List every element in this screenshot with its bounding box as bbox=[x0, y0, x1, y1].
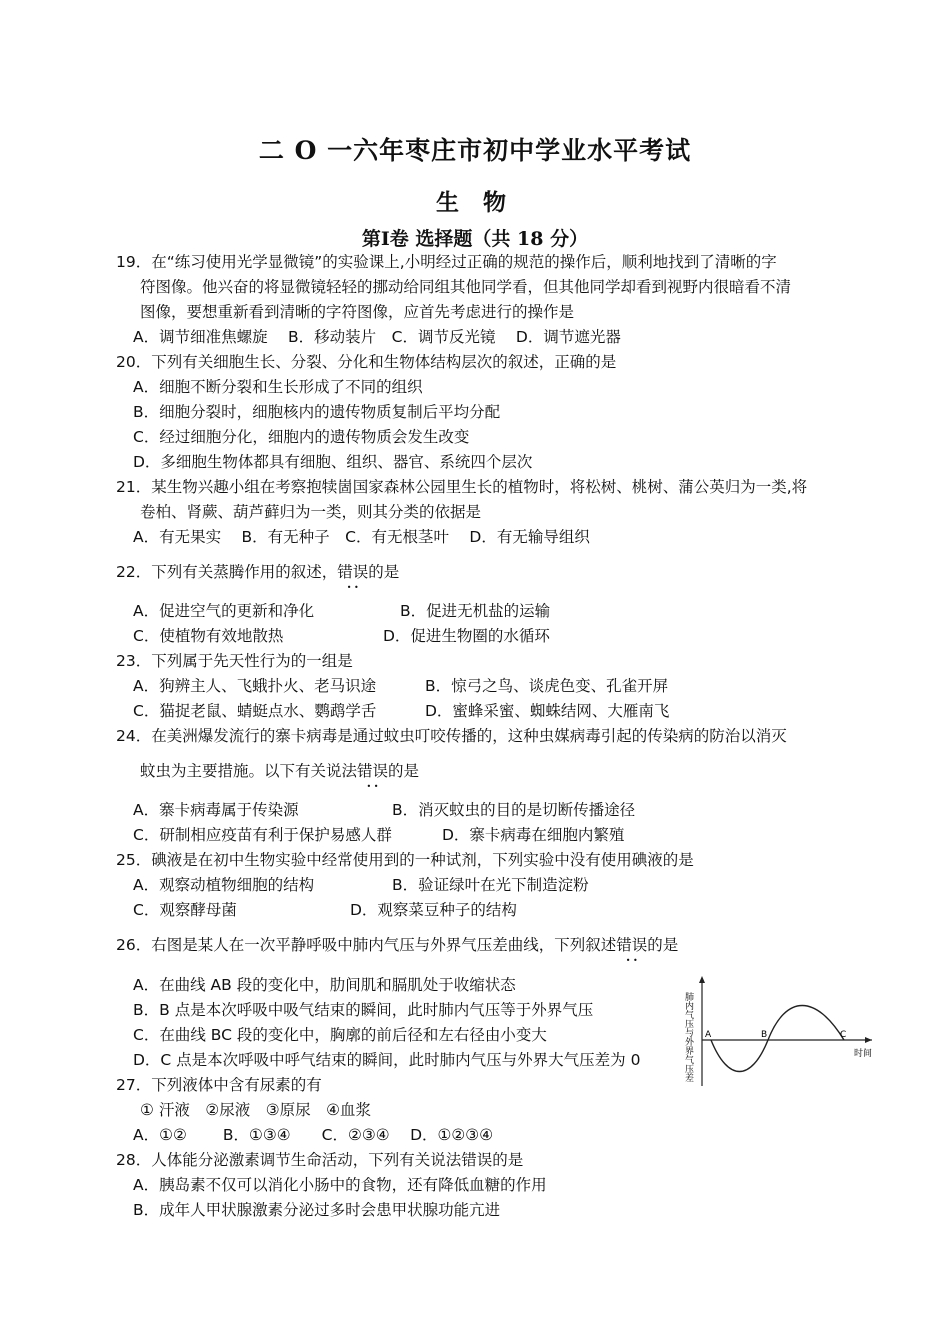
exam-title: 二 O 一六年枣庄市初中学业水平考试 bbox=[258, 136, 692, 165]
q22-option-b: B．促进无机盐的运输 bbox=[400, 602, 551, 620]
q27-options: A．①② B．①③④ C．②③④ D．①②③④ bbox=[133, 1126, 494, 1144]
y-axis-label: 肺内气压与外界气压差 bbox=[683, 992, 693, 1082]
q25-option-d: D．观察菜豆种子的结构 bbox=[350, 901, 517, 919]
q22-option-a: A．促进空气的更新和净化 bbox=[133, 602, 315, 620]
q22-emphasis: 错误 • • bbox=[337, 562, 368, 582]
q25-stem: 25．碘液是在初中生物实验中经常使用到的一种试剂，下列实验中没有使用碘液的是 bbox=[116, 851, 694, 869]
q25-option-a: A．观察动植物细胞的结构 bbox=[133, 876, 315, 894]
q27-stem: 27．下列液体中含有尿素的有 bbox=[116, 1076, 322, 1094]
q27-items: ① 汗液 ②尿液 ③原尿 ④血浆 bbox=[140, 1101, 372, 1119]
q21-line-2: 卷柏、肾蕨、葫芦藓归为一类，则其分类的依据是 bbox=[140, 503, 482, 521]
q22-stem bbox=[116, 562, 399, 582]
q20-option-b: B．细胞分裂时，细胞核内的遗传物质复制后平均分配 bbox=[133, 403, 501, 421]
q22-option-c: C．使植物有效地散热 bbox=[133, 627, 284, 645]
y-axis-arrow bbox=[699, 976, 705, 983]
q24-line-2-pre: 蚊虫为主要措施。以下有关说法 bbox=[140, 762, 358, 780]
q26-stem-pre: 26．右图是某人在一次平静呼吸中肺内气压与外界气压差曲线，下列叙述 bbox=[116, 936, 617, 954]
x-axis-label: 时间 bbox=[854, 1049, 873, 1059]
q28-option-a: A．胰岛素不仅可以消化小肠中的食物，还有降低血糖的作用 bbox=[133, 1176, 547, 1194]
q23-option-b: B．惊弓之鸟、谈虎色变、孔雀开屏 bbox=[425, 677, 669, 695]
q22-option-d: D．促进生物圈的水循环 bbox=[383, 627, 550, 645]
q24-option-b: B．消灭蚊虫的目的是切断传播途径 bbox=[392, 801, 636, 819]
q26-option-a: A．在曲线 AB 段的变化中，肋间肌和膈肌处于收缩状态 bbox=[133, 976, 516, 994]
point-b-label: B bbox=[761, 1030, 768, 1040]
q28-stem: 28．人体能分泌激素调节生命活动，下列有关说法错误的是 bbox=[116, 1151, 524, 1169]
q24-emphasis: 错误 • • bbox=[357, 761, 388, 781]
q21-options: A．有无果实 B．有无种子 C．有无根茎叶 D．有无输导组织 bbox=[133, 528, 590, 546]
q24-option-c: C．研制相应疫苗有利于保护易感人群 bbox=[133, 826, 392, 844]
q22-stem-post: 的是 bbox=[368, 563, 400, 581]
point-c-label: C bbox=[840, 1030, 847, 1040]
x-axis-arrow bbox=[865, 1037, 872, 1043]
q23-option-d: D．蜜蜂采蜜、蜘蛛结网、大雁南飞 bbox=[425, 702, 670, 720]
q24-line-1: 24．在美洲爆发流行的寨卡病毒是通过蚊虫叮咬传播的，这种虫媒病毒引起的传染病的防治以消灭 bbox=[116, 727, 787, 745]
q20-option-c: C．经过细胞分化，细胞内的遗传物质会发生改变 bbox=[133, 428, 470, 446]
q19-line-3: 图像，要想重新看到清晰的字符图像，应首先考虑进行的操作是 bbox=[140, 303, 575, 321]
q24-line-2-post: 的是 bbox=[388, 762, 420, 780]
section-title: 第Ⅰ卷 选择题（共 18 分） bbox=[361, 228, 589, 250]
q19-line-2: 符图像。他兴奋的将显微镜轻轻的挪动给同组其他同学看，但其他同学却看到视野内很暗看不清 bbox=[140, 278, 792, 296]
q20-stem: 20．下列有关细胞生长、分裂、分化和生物体结构层次的叙述，正确的是 bbox=[116, 353, 617, 371]
q24-option-a: A．寨卡病毒属于传染源 bbox=[133, 801, 299, 819]
q26-option-b: B．B 点是本次呼吸中吸气结束的瞬间，此时肺内气压等于外界气压 bbox=[133, 1001, 594, 1019]
q20-option-a: A．细胞不断分裂和生长形成了不同的组织 bbox=[133, 378, 423, 396]
q24-line-2 bbox=[140, 761, 419, 781]
q21-line-1: 21．某生物兴趣小组在考察抱犊崮国家森林公园里生长的植物时，将松树、桃树、蒲公英归为一类,将 bbox=[116, 478, 808, 496]
q26-option-d: D．C 点是本次呼吸中呼气结束的瞬间，此时肺内气压与外界大气压差为 0 bbox=[133, 1051, 641, 1069]
q19-line-1: 19．在“练习使用光学显微镜”的实验课上,小明经过正确的规范的操作后，顺利地找到了清晰的字 bbox=[116, 253, 777, 271]
pressure-curve-figure bbox=[676, 972, 876, 1092]
q25-option-c: C．观察酵母菌 bbox=[133, 901, 237, 919]
subject-title: 生 物 bbox=[435, 189, 514, 216]
pressure-curve bbox=[711, 1006, 847, 1072]
q23-option-c: C．猫捉老鼠、蜻蜓点水、鹦鹉学舌 bbox=[133, 702, 377, 720]
q23-stem: 23．下列属于先天性行为的一组是 bbox=[116, 652, 353, 670]
q19-options: A．调节细准焦螺旋 B．移动装片 C．调节反光镜 D．调节遮光器 bbox=[133, 328, 621, 346]
q26-emphasis: 错误 • • bbox=[616, 935, 647, 955]
q26-stem bbox=[116, 935, 678, 955]
q20-option-d: D．多细胞生物体都具有细胞、组织、器官、系统四个层次 bbox=[133, 453, 533, 471]
q25-option-b: B．验证绿叶在光下制造淀粉 bbox=[392, 876, 589, 894]
q22-stem-pre: 22．下列有关蒸腾作用的叙述， bbox=[116, 563, 338, 581]
q23-option-a: A．狗辨主人、飞蛾扑火、老马识途 bbox=[133, 677, 377, 695]
q26-option-c: C．在曲线 BC 段的变化中，胸廓的前后径和左右径由小变大 bbox=[133, 1026, 547, 1044]
q26-stem-post: 的是 bbox=[647, 936, 679, 954]
q28-option-b: B．成年人甲状腺激素分泌过多时会患甲状腺功能亢进 bbox=[133, 1201, 501, 1219]
q24-option-d: D．寨卡病毒在细胞内繁殖 bbox=[442, 826, 625, 844]
point-a-label: A bbox=[705, 1030, 712, 1040]
